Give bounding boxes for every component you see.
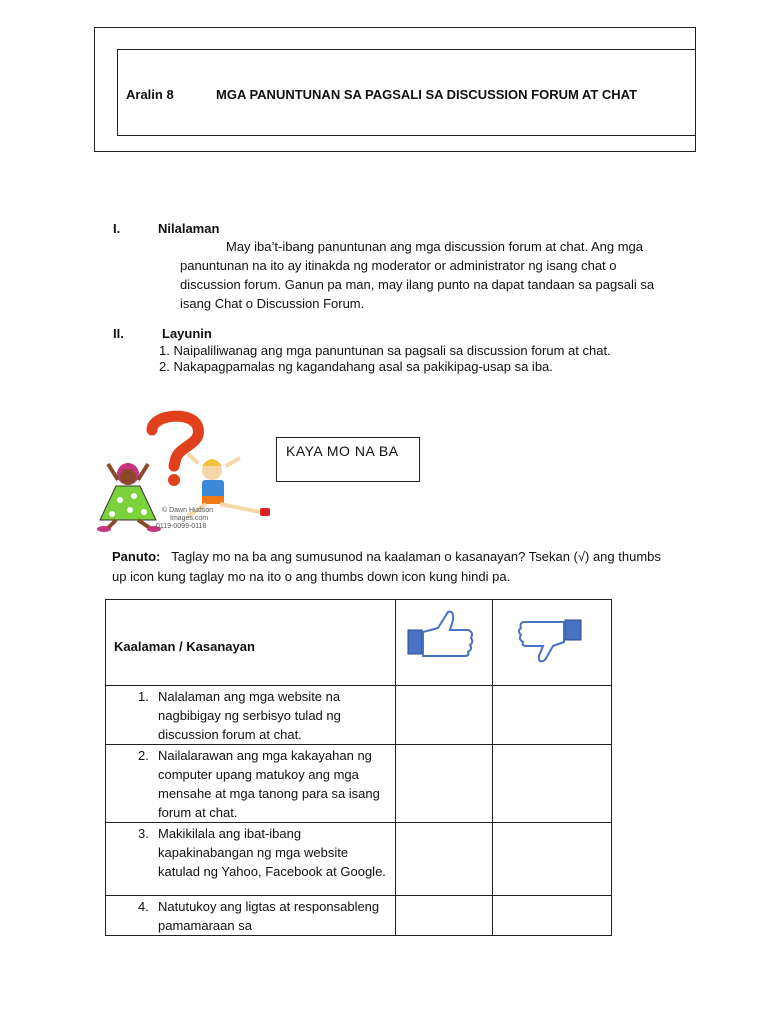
objective-item: 2. Nakapagpamalas ng kagandahang asal sa pakikipag-usap sa iba. bbox=[159, 359, 553, 374]
thumbs-down-check-cell[interactable] bbox=[493, 823, 612, 896]
row-number: 2. bbox=[138, 748, 149, 763]
thumbs-down-check-cell[interactable] bbox=[493, 745, 612, 823]
instructions-label: Panuto: bbox=[112, 549, 161, 564]
question-mark-kids-icon bbox=[90, 408, 280, 538]
kaya-mo-na-ba-box: KAYA MO NA BA bbox=[276, 437, 420, 482]
section-2-heading: Layunin bbox=[162, 326, 212, 341]
thumbs-down-check-cell[interactable] bbox=[493, 896, 612, 936]
section-1-number: I. bbox=[113, 221, 121, 236]
row-number: 1. bbox=[138, 689, 149, 704]
table-row bbox=[106, 896, 612, 936]
section-2-number: II. bbox=[113, 326, 124, 341]
table-header-row bbox=[106, 600, 612, 686]
table-row bbox=[106, 745, 612, 823]
row-number: 4. bbox=[138, 899, 149, 914]
header-cell bbox=[106, 600, 396, 686]
instructions-text: Taglay mo na ba ang sumusunod na kaalaman o kasanayan? Tsekan (√) ang thumbs up icon kung taglay mo na ito o ang thumbs down icon kung hindi pa. bbox=[112, 549, 661, 584]
row-text: Makikilala ang ibat-ibang kapakinabangan ng mga website katulad ng Yahoo, Facebook at Google. bbox=[158, 826, 386, 879]
thumbs-down-header bbox=[493, 600, 612, 686]
table-header-label: Kaalaman / Kasanayan bbox=[114, 639, 255, 654]
lesson-title: MGA PANUNTUNAN SA PAGSALI SA DISCUSSION FORUM AT CHAT bbox=[216, 87, 638, 102]
table-row bbox=[106, 823, 612, 896]
thumbs-up-check-cell[interactable] bbox=[396, 745, 493, 823]
table-row bbox=[106, 686, 612, 745]
thumbs-up-header bbox=[396, 600, 493, 686]
row-text: Nailalarawan ang mga kakayahan ng computer upang matukoy ang mga mensahe at mga tanong para sa isang forum at chat. bbox=[158, 748, 380, 820]
thumbs-up-check-cell[interactable] bbox=[396, 896, 493, 936]
illustration-caption: 0119-0099-0118 bbox=[156, 523, 207, 530]
thumbs-up-check-cell[interactable] bbox=[396, 823, 493, 896]
row-number: 3. bbox=[138, 826, 149, 841]
section-1-paragraph: May iba’t-ibang panuntunan ang mga discussion forum at chat. Ang mga panuntunan na ito ay itinakda ng moderator or administrator ng isang chat o discussion forum. Ganun pa man, may ilang punto na dapat tandaan sa pagsali sa isang Chat o Discussion Forum. bbox=[180, 239, 655, 311]
row-text: Nalalaman ang mga website na nagbibigay ng serbisyo tulad ng discussion forum at chat. bbox=[158, 689, 341, 742]
self-check-table bbox=[105, 599, 612, 936]
thumbs-up-check-cell[interactable] bbox=[396, 686, 493, 745]
section-1-heading: Nilalaman bbox=[158, 221, 220, 236]
illustration-caption: © Dawn Hudson bbox=[162, 507, 214, 514]
row-text: Natutukoy ang ligtas at responsableng pamamaraan sa bbox=[158, 899, 380, 933]
illustration-caption: Images.com bbox=[170, 515, 209, 522]
thumbs-down-icon bbox=[493, 600, 611, 680]
lesson-number: Aralin 8 bbox=[126, 87, 174, 102]
thumbs-down-check-cell[interactable] bbox=[493, 686, 612, 745]
instructions bbox=[112, 547, 672, 587]
thumbs-up-icon bbox=[396, 600, 492, 680]
objective-item: 1. Naipaliliwanag ang mga panuntunan sa pagsali sa discussion forum at chat. bbox=[159, 343, 611, 358]
